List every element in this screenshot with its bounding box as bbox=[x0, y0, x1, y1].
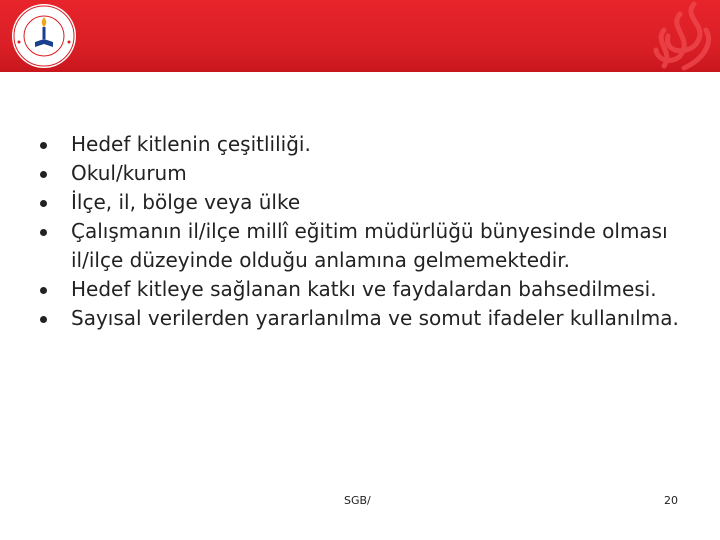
bullet-item: Sayısal verilerden yararlanılma ve somut ifadeler kullanılma. bbox=[40, 304, 690, 333]
bullet-item: Okul/kurum bbox=[40, 159, 690, 188]
page-number: 20 bbox=[664, 494, 678, 507]
header-bar bbox=[0, 0, 720, 72]
bullet-item: Hedef kitleye sağlanan katkı ve faydalardan bahsedilmesi. bbox=[40, 275, 690, 304]
meb-logo-icon bbox=[6, 2, 82, 70]
bullet-item: İlçe, il, bölge veya ülke bbox=[40, 188, 690, 217]
bullet-list bbox=[40, 130, 690, 333]
bullet-item: Hedef kitlenin çeşitliliği. bbox=[40, 130, 690, 159]
flame-icon bbox=[624, 0, 714, 72]
bullet-item: Çalışmanın il/ilçe millî eğitim müdürlüğü bünyesinde olması il/ilçe düzeyinde olduğu anlamına gelmemektedir. bbox=[40, 217, 690, 275]
footer-label: SGB/ bbox=[344, 494, 371, 507]
